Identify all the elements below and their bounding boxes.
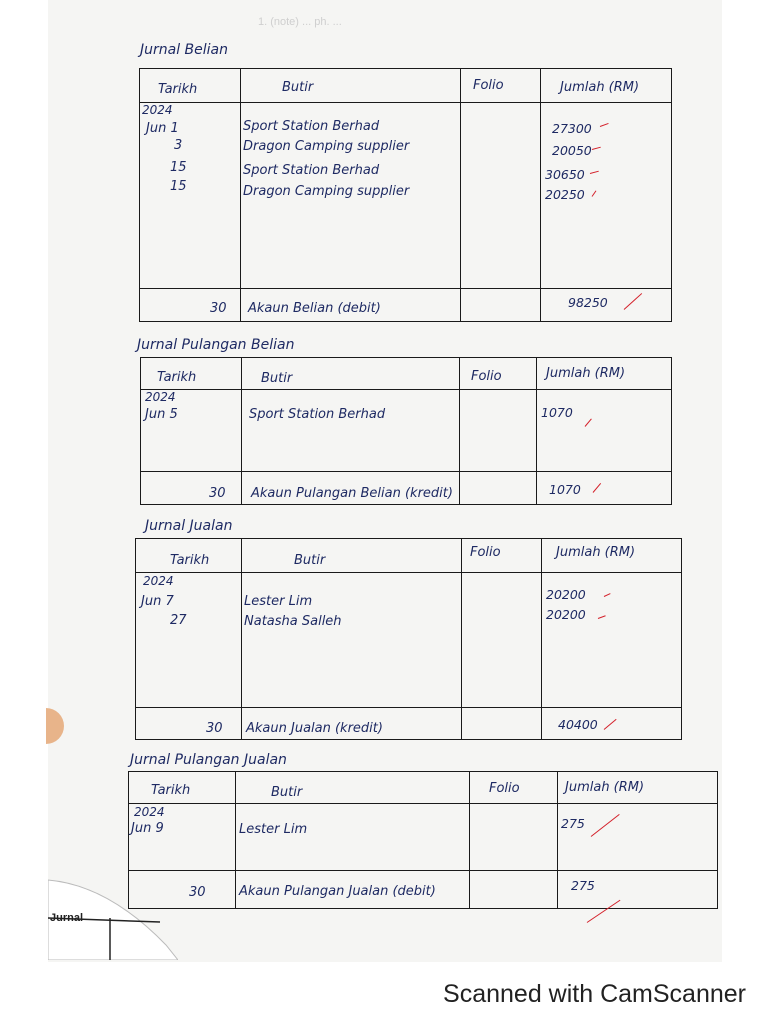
row-desc: Lester Lim: [244, 594, 313, 609]
total-desc: Akaun Pulangan Belian (kredit): [251, 486, 453, 501]
total-amount: 98250: [568, 295, 608, 310]
row-amount: 275: [561, 816, 585, 831]
journal-table-jualan: [135, 538, 682, 740]
check-mark: [624, 293, 643, 310]
row-date: 15: [170, 179, 187, 194]
row-desc: Sport Station Berhad: [243, 163, 380, 178]
total-date: 30: [209, 486, 226, 501]
check-mark: [600, 123, 609, 127]
row-desc: Lester Lim: [239, 822, 308, 837]
check-mark: [604, 719, 617, 730]
journal-title-pulangan-belian: Jurnal Pulangan Belian: [137, 337, 295, 353]
total-date: 30: [189, 885, 206, 900]
row-desc: Sport Station Berhad: [249, 407, 386, 422]
row-date: Jun 7: [141, 594, 174, 609]
check-mark: [591, 814, 620, 837]
row-date: 15: [170, 160, 187, 175]
year-label: 2024: [145, 390, 176, 404]
row-desc: Dragon Camping supplier: [243, 184, 410, 199]
row-date: Jun 5: [145, 407, 178, 422]
header-desc: Butir: [282, 80, 314, 95]
header-date: Tarikh: [158, 82, 198, 97]
journal-table-pulangan-jualan: [128, 771, 718, 909]
header-date: Tarikh: [151, 783, 191, 798]
row-amount: 20200: [546, 607, 586, 622]
row-date: Jun 9: [131, 821, 164, 836]
year-label: 2024: [134, 805, 165, 819]
check-mark: [598, 615, 606, 619]
journal-table-belian: [139, 68, 672, 322]
year-label: 2024: [142, 103, 173, 117]
row-desc: Dragon Camping supplier: [243, 139, 410, 154]
journal-title-jualan: Jurnal Jualan: [145, 518, 233, 534]
header-folio: Folio: [471, 369, 502, 384]
header-date: Tarikh: [170, 553, 210, 568]
total-date: 30: [206, 721, 223, 736]
header-desc: Butir: [294, 553, 326, 568]
header-amount: Jumlah (RM): [546, 366, 626, 381]
row-amount: 20200: [546, 587, 586, 602]
faded-header-text: 1. (note) ... ph. ...: [258, 16, 342, 28]
next-page-title-fragment: Jurnal: [50, 912, 84, 924]
row-amount: 1070: [541, 405, 573, 420]
header-folio: Folio: [473, 78, 504, 93]
check-mark: [590, 171, 599, 174]
check-mark: [592, 190, 597, 196]
total-date: 30: [210, 301, 227, 316]
row-amount: 20250: [545, 187, 585, 202]
header-desc: Butir: [261, 371, 293, 386]
total-amount: 275: [571, 878, 595, 893]
total-amount: 40400: [558, 717, 598, 732]
year-label: 2024: [143, 574, 174, 588]
check-mark: [592, 147, 601, 150]
total-desc: Akaun Jualan (kredit): [246, 721, 383, 736]
check-mark: [604, 593, 611, 597]
row-date: Jun 1: [146, 121, 179, 136]
row-amount: 30650: [545, 167, 585, 182]
camscanner-watermark: Scanned with CamScanner: [443, 980, 746, 1008]
total-desc: Akaun Pulangan Jualan (debit): [239, 884, 436, 899]
row-date: 27: [170, 613, 187, 628]
journal-table-pulangan-belian: [140, 357, 672, 505]
folded-page-corner: [48, 860, 178, 960]
row-amount: 27300: [552, 121, 592, 136]
header-amount: Jumlah (RM): [565, 780, 645, 795]
check-mark: [593, 483, 601, 493]
journal-title-pulangan-jualan: Jurnal Pulangan Jualan: [130, 752, 287, 768]
header-desc: Butir: [271, 785, 303, 800]
header-date: Tarikh: [157, 370, 197, 385]
row-amount: 20050: [552, 143, 592, 158]
header-amount: Jumlah (RM): [556, 545, 636, 560]
header-folio: Folio: [489, 781, 520, 796]
journal-title-belian: Jurnal Belian: [140, 42, 228, 58]
header-amount: Jumlah (RM): [560, 80, 640, 95]
row-desc: Natasha Salleh: [244, 614, 342, 629]
row-desc: Sport Station Berhad: [243, 119, 380, 134]
check-mark: [585, 419, 592, 427]
header-folio: Folio: [470, 545, 501, 560]
total-amount: 1070: [549, 482, 581, 497]
total-desc: Akaun Belian (debit): [248, 301, 381, 316]
row-date: 3: [174, 138, 183, 153]
